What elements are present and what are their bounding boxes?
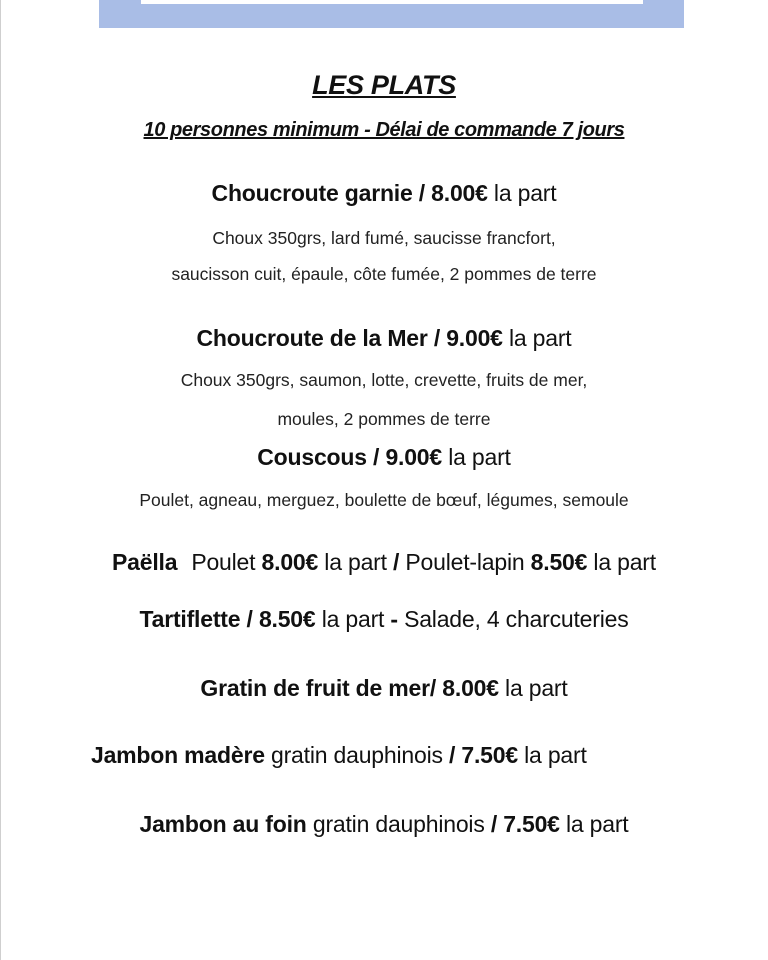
dish-tartiflette [0, 606, 768, 633]
dish-separator: / [427, 325, 447, 351]
dish-description-line: saucisson cuit, épaule, côte fumée, 2 pommes de terre [171, 264, 597, 284]
page-subtitle: 10 personnes minimum - Délai de commande 7 jours [143, 119, 625, 141]
dish-separator: / [448, 742, 462, 768]
dish-name: Couscous [257, 444, 367, 470]
dish-price: 8.00€ [431, 180, 488, 206]
dish-price: 9.00€ [446, 325, 503, 351]
dish-unit: la part [318, 549, 394, 575]
dish-description-line: moules, 2 pommes de terre [277, 409, 491, 429]
dish-couscous [0, 444, 768, 471]
dish-choucroute-de-la-mer [0, 325, 768, 352]
dish-side: gratin dauphinois [306, 811, 491, 837]
dish-name: Choucroute de la Mer [196, 325, 428, 351]
dish-gratin-fruit-de-mer [0, 675, 768, 702]
dish-unit: la part [587, 549, 656, 575]
dish-option: Poulet [191, 549, 262, 575]
dish-side: gratin dauphinois [264, 742, 449, 768]
dish-separator: / [366, 444, 386, 470]
dish-description-line: Choux 350grs, saumon, lotte, crevette, fruits de mer, [180, 370, 588, 390]
dish-name: Paëlla [112, 549, 178, 575]
dish-separator: / [412, 180, 432, 206]
dish-separator: / [240, 606, 259, 632]
dish-description-line: Poulet, agneau, merguez, boulette de bœuf, légumes, semoule [139, 490, 629, 510]
dish-unit: la part [487, 180, 557, 206]
dish-jambon-madere [91, 742, 587, 769]
dish-option: Poulet-lapin [399, 549, 531, 575]
dish-unit: la part [498, 675, 568, 701]
dish-separator: / [490, 811, 504, 837]
dish-price: 8.00€ [261, 549, 319, 575]
page-title: LES PLATS [312, 70, 456, 100]
dish-unit: la part [442, 444, 511, 470]
dish-jambon-au-foin [0, 811, 768, 838]
dish-price: 7.50€ [461, 742, 518, 768]
dish-price: 7.50€ [503, 811, 560, 837]
dish-name: Jambon au foin [139, 811, 307, 837]
dish-unit: la part [315, 606, 391, 632]
dish-description-line: Choux 350grs, lard fumé, saucisse francfort, [212, 228, 556, 248]
dish-unit: la part [502, 325, 572, 351]
dish-extra: Salade, 4 charcuteries [397, 606, 629, 632]
top-banner-inner [141, 0, 643, 4]
dish-name: Tartiflette [139, 606, 241, 632]
top-banner [99, 0, 684, 28]
dish-price: 8.00€ [442, 675, 499, 701]
dish-price: 8.50€ [530, 549, 588, 575]
dish-price: 8.50€ [258, 606, 316, 632]
dish-paella [0, 549, 768, 576]
dish-name: Choucroute garnie [211, 180, 413, 206]
dish-name: Gratin de fruit de mer/ [200, 675, 443, 701]
dish-name: Jambon madère [91, 742, 265, 768]
dish-price: 9.00€ [385, 444, 442, 470]
dish-choucroute-garnie [0, 180, 768, 207]
dish-unit: la part [517, 742, 587, 768]
dish-separator: / [393, 549, 400, 575]
dish-dash: - [390, 606, 398, 632]
dish-unit: la part [559, 811, 629, 837]
